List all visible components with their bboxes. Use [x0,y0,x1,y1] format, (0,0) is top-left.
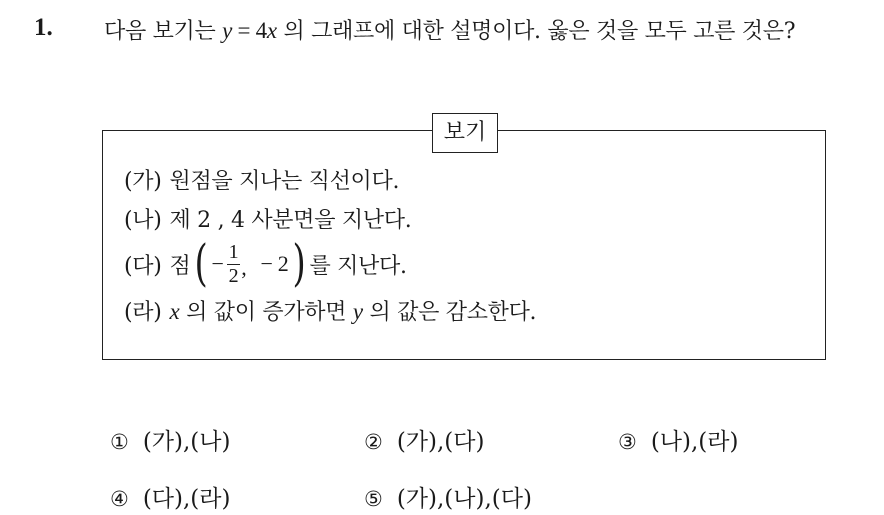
answer-choice-4[interactable] [110,480,230,513]
left-paren: ( [194,235,208,293]
equation-x: x [266,18,277,43]
question-text-part2: 의 그래프에 대한 설명이다. 옳은 것을 모두 고른 것은? [276,19,796,44]
example-item-da [124,236,407,292]
choice-text: (가),(다) [396,429,485,455]
example-item-end: 의 값은 감소한다. [362,300,537,325]
answer-choice-2[interactable] [364,423,484,456]
variable-y: y [352,299,363,324]
choice-number-icon: ① [110,430,129,454]
answer-choice-1[interactable] [110,423,230,456]
example-item-na [124,203,411,234]
point-y: − 2 [260,251,289,276]
example-item-text: 원점을 지나는 직선이다. [169,169,400,194]
example-item-prefix: 점 [169,253,191,279]
choice-text: (가),(나) [142,429,231,455]
fraction-denominator: 2 [228,264,239,287]
example-item-label: (나) [124,208,162,233]
question-number: 1. [34,14,53,41]
point-comma: , [241,255,247,280]
choice-number-icon: ③ [618,430,637,454]
question-text-part1: 다음 보기는 [104,19,223,44]
point-x-fraction [227,242,241,287]
equation-eq: = 4 [232,18,267,43]
choice-number-icon: ④ [110,487,129,511]
point-x-sign: − [211,251,224,276]
answer-choice-5[interactable] [364,480,532,513]
fraction-numerator: 1 [228,240,239,263]
example-item-mid: 의 값이 증가하면 [179,300,353,325]
example-item-text: 제 2 , 4 사분면을 지난다. [169,208,412,233]
answer-choice-3[interactable] [618,423,738,456]
choice-number-icon: ② [364,430,383,454]
equation [222,18,277,43]
equation-y: y [222,18,233,43]
example-item-label: (라) [124,300,162,325]
variable-x: x [169,299,180,324]
example-item-label: (가) [124,169,162,194]
example-item-ga [124,164,399,195]
example-box-title: 보기 [432,113,498,153]
example-item-label: (다) [124,253,162,279]
choice-text: (다),(라) [142,486,231,512]
example-item-ra [124,295,536,326]
coordinate-point [194,235,306,293]
choice-text: (가),(나),(다) [396,486,532,512]
choice-text: (나),(라) [650,429,739,455]
right-paren: ) [292,235,306,293]
choice-number-icon: ⑤ [364,487,383,511]
example-item-suffix: 를 지난다. [309,253,407,279]
question-text [104,14,872,49]
